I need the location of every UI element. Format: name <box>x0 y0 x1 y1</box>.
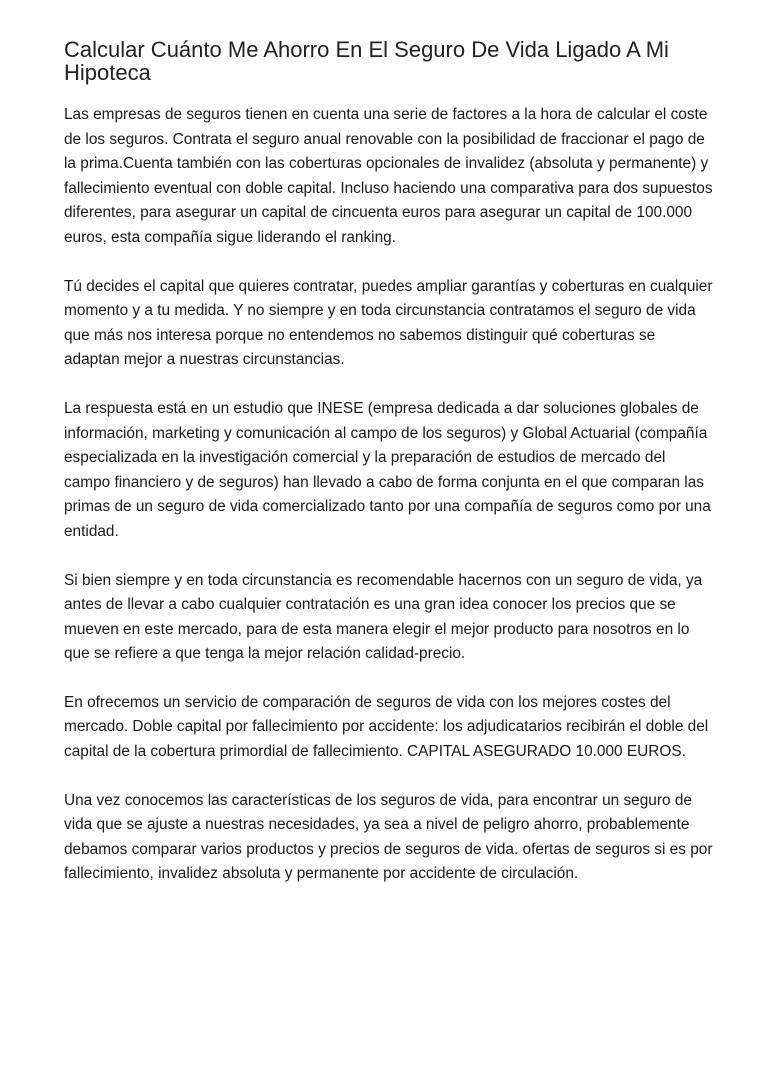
document-page <box>64 38 714 911</box>
paragraph-4: Si bien siempre y en toda circunstancia es recomendable hacernos con un seguro de vida, ya antes de llevar a cabo cualquier contratación es una gran idea conocer los precios que se mueven en este mercado, para de esta manera elegir el mejor producto para nosotros en lo que se refiere a que tenga la mejor relación calidad-precio. <box>64 571 703 663</box>
paragraph-6: Una vez conocemos las características de los seguros de vida, para encontrar un seguro de vida que se ajuste a nuestras necesidades, ya sea a nivel de peligro ahorro, probablemente debamos comparar varios productos y precios de seguros de vida. ofertas de seguros si es por fallecimiento, invalidez absoluta y permanente por accidente de circulación. <box>64 791 713 883</box>
paragraph-1: Las empresas de seguros tienen en cuenta una serie de factores a la hora de calcular el coste de los seguros. Contrata el seguro anual renovable con la posibilidad de fraccionar el pago de la prima.Cuenta también con las coberturas opcionales de invalidez (absoluta y permanente) y fallecimiento eventual con doble capital. Incluso haciendo una comparativa para dos supuestos diferentes, para asegurar un capital de cincuenta euros para asegurar un capital de 100.000 euros, esta compañía sigue liderando el ranking. <box>64 106 713 246</box>
page-title: Calcular Cuánto Me Ahorro En El Seguro De Vida Ligado A Mi Hipoteca <box>64 37 669 85</box>
paragraph-2: Tú decides el capital que quieres contratar, puedes ampliar garantías y coberturas en cualquier momento y a tu medida. Y no siempre y en toda circunstancia contratamos el seguro de vida que más nos interesa porque no entendemos no sabemos distinguir qué coberturas se adaptan mejor a nuestras circunstancias. <box>64 277 713 369</box>
paragraph-5: En ofrecemos un servicio de comparación de seguros de vida con los mejores costes del mercado. Doble capital por fallecimiento por accidente: los adjudicatarios recibirán el doble del capital de la cobertura primordial de fallecimiento. CAPITAL ASEGURADO 10.000 EUROS. <box>64 693 709 761</box>
paragraph-3: La respuesta está en un estudio que INESE (empresa dedicada a dar soluciones globales de información, marketing y comunicación al campo de los seguros) y Global Actuarial (compañía especializada en la investigación comercial y la preparación de estudios de mercado del campo financiero y de seguros) han llevado a cabo de forma conjunta en el que comparan las primas de un seguro de vida comercializado tanto por una compañía de seguros como por una entidad. <box>64 399 711 540</box>
